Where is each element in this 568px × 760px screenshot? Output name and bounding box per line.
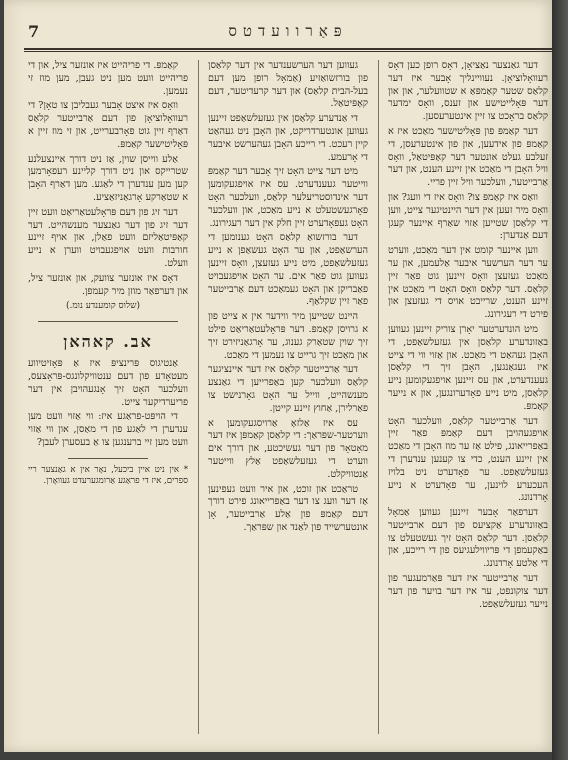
footnote: * אין ניט איין ביכעל, נאָר אין א גאַנצער ריי ספרים, איז די פראַגע אַרומגערעדט געוואָרן. xyxy=(28,464,188,486)
column-divider xyxy=(378,60,379,734)
paragraph: דער בורזשואַ קלאַס האָט גענומען די הערשאַפט, און ער האָט געשאַפן א נייע געזעלשאַפט, מיט נייע געזעצן, וואָס זיינען געווען גוט פאַר אים. ער האָט אויפגעבויט פאַבריקן און האָט געמאַכט דעם אַרבייטער פאַר זיין שקלאַף. xyxy=(208,232,368,308)
header-rule-thin xyxy=(24,51,552,52)
paragraph: עס איז אַלזאָ אַרויסגעקומען א ווערטער-שפּראַך: די קלאַסן קאַמפּן איז דער מאָטאָר פון דער געשיכטע, און דורך אים ווערט די געזעלשאַפט אַלץ ווייטער אַנטוויקלט. xyxy=(208,417,368,480)
paragraph: דער זיג פון דעם פּראָלעטאַריאַט וועט זיין דער זיג פון דער גאַנצער מענשהייט. דער קאַפּיטאַליזם וועט פאַלן, און אויף זיינע חורבות וועט אויפגעבויט ווערן א נייע וועלט. xyxy=(28,206,188,269)
article-author-heading: אב. קאהאן xyxy=(63,332,153,352)
paragraph: וואָס איז איצט אָבער געבליבן צו טאָן? די רעוואָלוציאָן פון דעם אַרבייטער קלאַס דאַרף זיין גוט פאָרבערייט, און זי מוז זיין א פּאָליטישער קאַמפּ. xyxy=(28,100,188,150)
column-right xyxy=(388,60,548,738)
running-title: פּאַרוועדטס xyxy=(228,21,348,40)
page-number: 7 xyxy=(28,21,40,41)
paragraph: דערפאַר אָבער זיינען געווען אַמאָל באַזונדערע אַקציעס פון דעם ארבייטער קלאַסן. דער קלאַס האָט זיך געשטעלט צו באַקעמפן די פּריווילעגיעס פון די רייכע, און די אַלטע אָרדנונג. xyxy=(388,507,548,570)
scan-edge xyxy=(552,0,568,760)
footnote-divider xyxy=(68,458,148,459)
column-left xyxy=(28,60,188,738)
paragraph: מיט הונדערטער יאָרן צוריק זיינען געווען באַזונדערע קלאַסן אין געזעלשאַפט, די האָבן געהאַט די מאַכט. און אַזוי ווי די צייט איז געגאַנגען, האָבן זיך די קלאַסן געענדערט, און עס זיינען אויפגעקומען נייע קלאַסן, מיט נייע פאָדערונגען, און א נייער קאַמפּ. xyxy=(388,323,548,412)
paragraph: מיט דער צייט האָט זיך אָבער דער קאַמפּ ווייטער געענדערט. עס איז אויפגעקומען דער אינדוסטריעלער קלאַס, וועלכער האָט פאָרגעשטעלט א נייע מאַכט, און וועלכער האָט געפאָדערט זיין חלק אין דער רעגירונג. xyxy=(208,166,368,229)
column-middle xyxy=(208,60,368,738)
section-divider xyxy=(38,321,178,322)
continuation-note: (שלוס קומענדע נומ.) xyxy=(65,301,141,312)
paragraph: אַנטיגוס פּרינציפּ איז אַ פּאָזיטיווע מעטאָדע פון דעם ענטוויקלונגס-פּראָצעס, וועלכער האָט זיך אָנגעהויבן אין דער פריערדיקער צייט. xyxy=(28,358,188,408)
paragraph: וואַס איז קאַמפּ צו? וואָס איז די וועג? און וואָס מיר זעען אין דער היינטיגער צייט, ווען די קלאַסן שטייען אַזוי שאַרף איינער קעגן דעם אַנדערן: xyxy=(388,191,548,242)
column-divider xyxy=(198,60,199,734)
paragraph: היינט שטייען מיר ווידער אין א צייט פון א גרויסן קאַמפּ. דער פּראָלעטאַריאַט פילט זיך שוין שטאַרק גענוג, ער אָרגאַניזירט זיך און מאַכט זיך גרייט צו נעמען די מאַכט. xyxy=(208,311,368,361)
page-header xyxy=(28,14,548,48)
paragraph: דער קאַמפּ פון פּאָליטישער מאַכט איז א קאַמפּ פון אידעען, און פון אינטערעסן, די זעלבע געלט אונטער דער קאַפּיטאַל, וואָס וויל האָבן די מאַכט אין זיינע הענט, און דער אַרבייטער, וועלכער וויל זיין פריי. xyxy=(388,125,548,189)
header-rule xyxy=(24,48,552,50)
paragraph: דער אַרבייטער איז דער פּאַרמעגער פון דער צוקונפט, ער איז דער בויער פון דער נייער געזעלשאַפט. xyxy=(388,573,548,610)
paragraph: ווען איינער קומט אין דער מאַכט, ווערט ער דער הערשער איבער אַלעמען, און ער מאַכט געזעצן וואָס זיינען גוט פאַר זיין קלאַס. דער קלאַס וואָס האָט די מאַכט אין זיינע הענט, שרייבט אויס די געזעצן און פירט די רעגירונג. xyxy=(388,245,548,321)
paragraph: דער אַרבייטער קלאַס איז דער איינציגער קלאַס וועלכער קען באַפרייען די גאַנצע מענשהייט, ווייל ער האָט גאָרנישט צו פאַרלירן, אַחוץ זיינע קייטן. xyxy=(208,364,368,414)
paragraph: געווען דער הערשענדער אין דער קלאַסן פון בורזשואַזיע (אַמאָל רופן מען דעם בעל-הבית קלאַס) און דער קרעדיטער, דעם קאָפּיטאַל. xyxy=(208,60,368,110)
paragraph: די הויפּט-פראַגע איז: ווי אַזוי וועט מען ענדערן די לאַגע פון די מאַסן, און ווי אַזוי וועט מען זיי ברענגען צו אַ בעסערן לעבן? xyxy=(28,411,188,448)
newspaper-page xyxy=(4,0,552,752)
paragraph: דער גאַנצער נאַציאָן, דאָס רופן כען דאָס רעוואָלוציאָן. נעוויינליך אָבער איז דער קלאַס שטער קאַמפּאַ א שטוועלער, און און דער פּאָלייטישע און זענס, וואָס ימדער קלאַס בראָכט צו זיין אינטערעסען. xyxy=(388,60,548,123)
paragraph: אַלע ווייסן שוין, אַז ניט דורך איינצעלנע שטרייקס און ניט דורך קליינע רעפאָרמען קען מען ענדערן די לאַגע. מען דאַרף האָבן א שטאַרקע אָרגאַניזאַציע. xyxy=(28,153,188,203)
paragraph: דער אַרבייטער קלאַס, וועלכער האָט אויפגעהויבן דעם קאַמפּ פאַר זיין באַפרייאונג, פילט אַז ער מוז האָבן די מאַכט אין זיינע הענט, כדי צו קענען ענדערן די געזעלשאַפט. ער פאָדערט ניט בלויז העכערע לוינען, ער פאָדערט א נייע אָרדנונג. xyxy=(388,415,548,504)
paragraph: קאַמפּ. די פריהייט איז אונזער ציל, און די פריהייט וועט מען ניט געבן, מען מוז זי נעמען. xyxy=(28,60,188,97)
paragraph: טראַכט און זוכט, און איר וועט געפינען אַז דער וועג צו דער באַפרייאונג פירט דורך דעם קאַמפּ פון אַלע אַרבייטער, אָן אונטערשייד פון לאַנד און שפּראַך. xyxy=(208,483,368,533)
paragraph: די אַנדערע קלאַסן אין געזעלשאַפט זיינען געווען אונטערדריקט, און האָבן ניט געהאַט קיין רעכט. די רייכע האָבן געהערשט איבער די אָרעמע. xyxy=(208,113,368,163)
paragraph: דאָס איז אונזער צוועק, און אונזער ציל, און דערפאַר מוזן מיר קעמפן. xyxy=(28,272,188,297)
